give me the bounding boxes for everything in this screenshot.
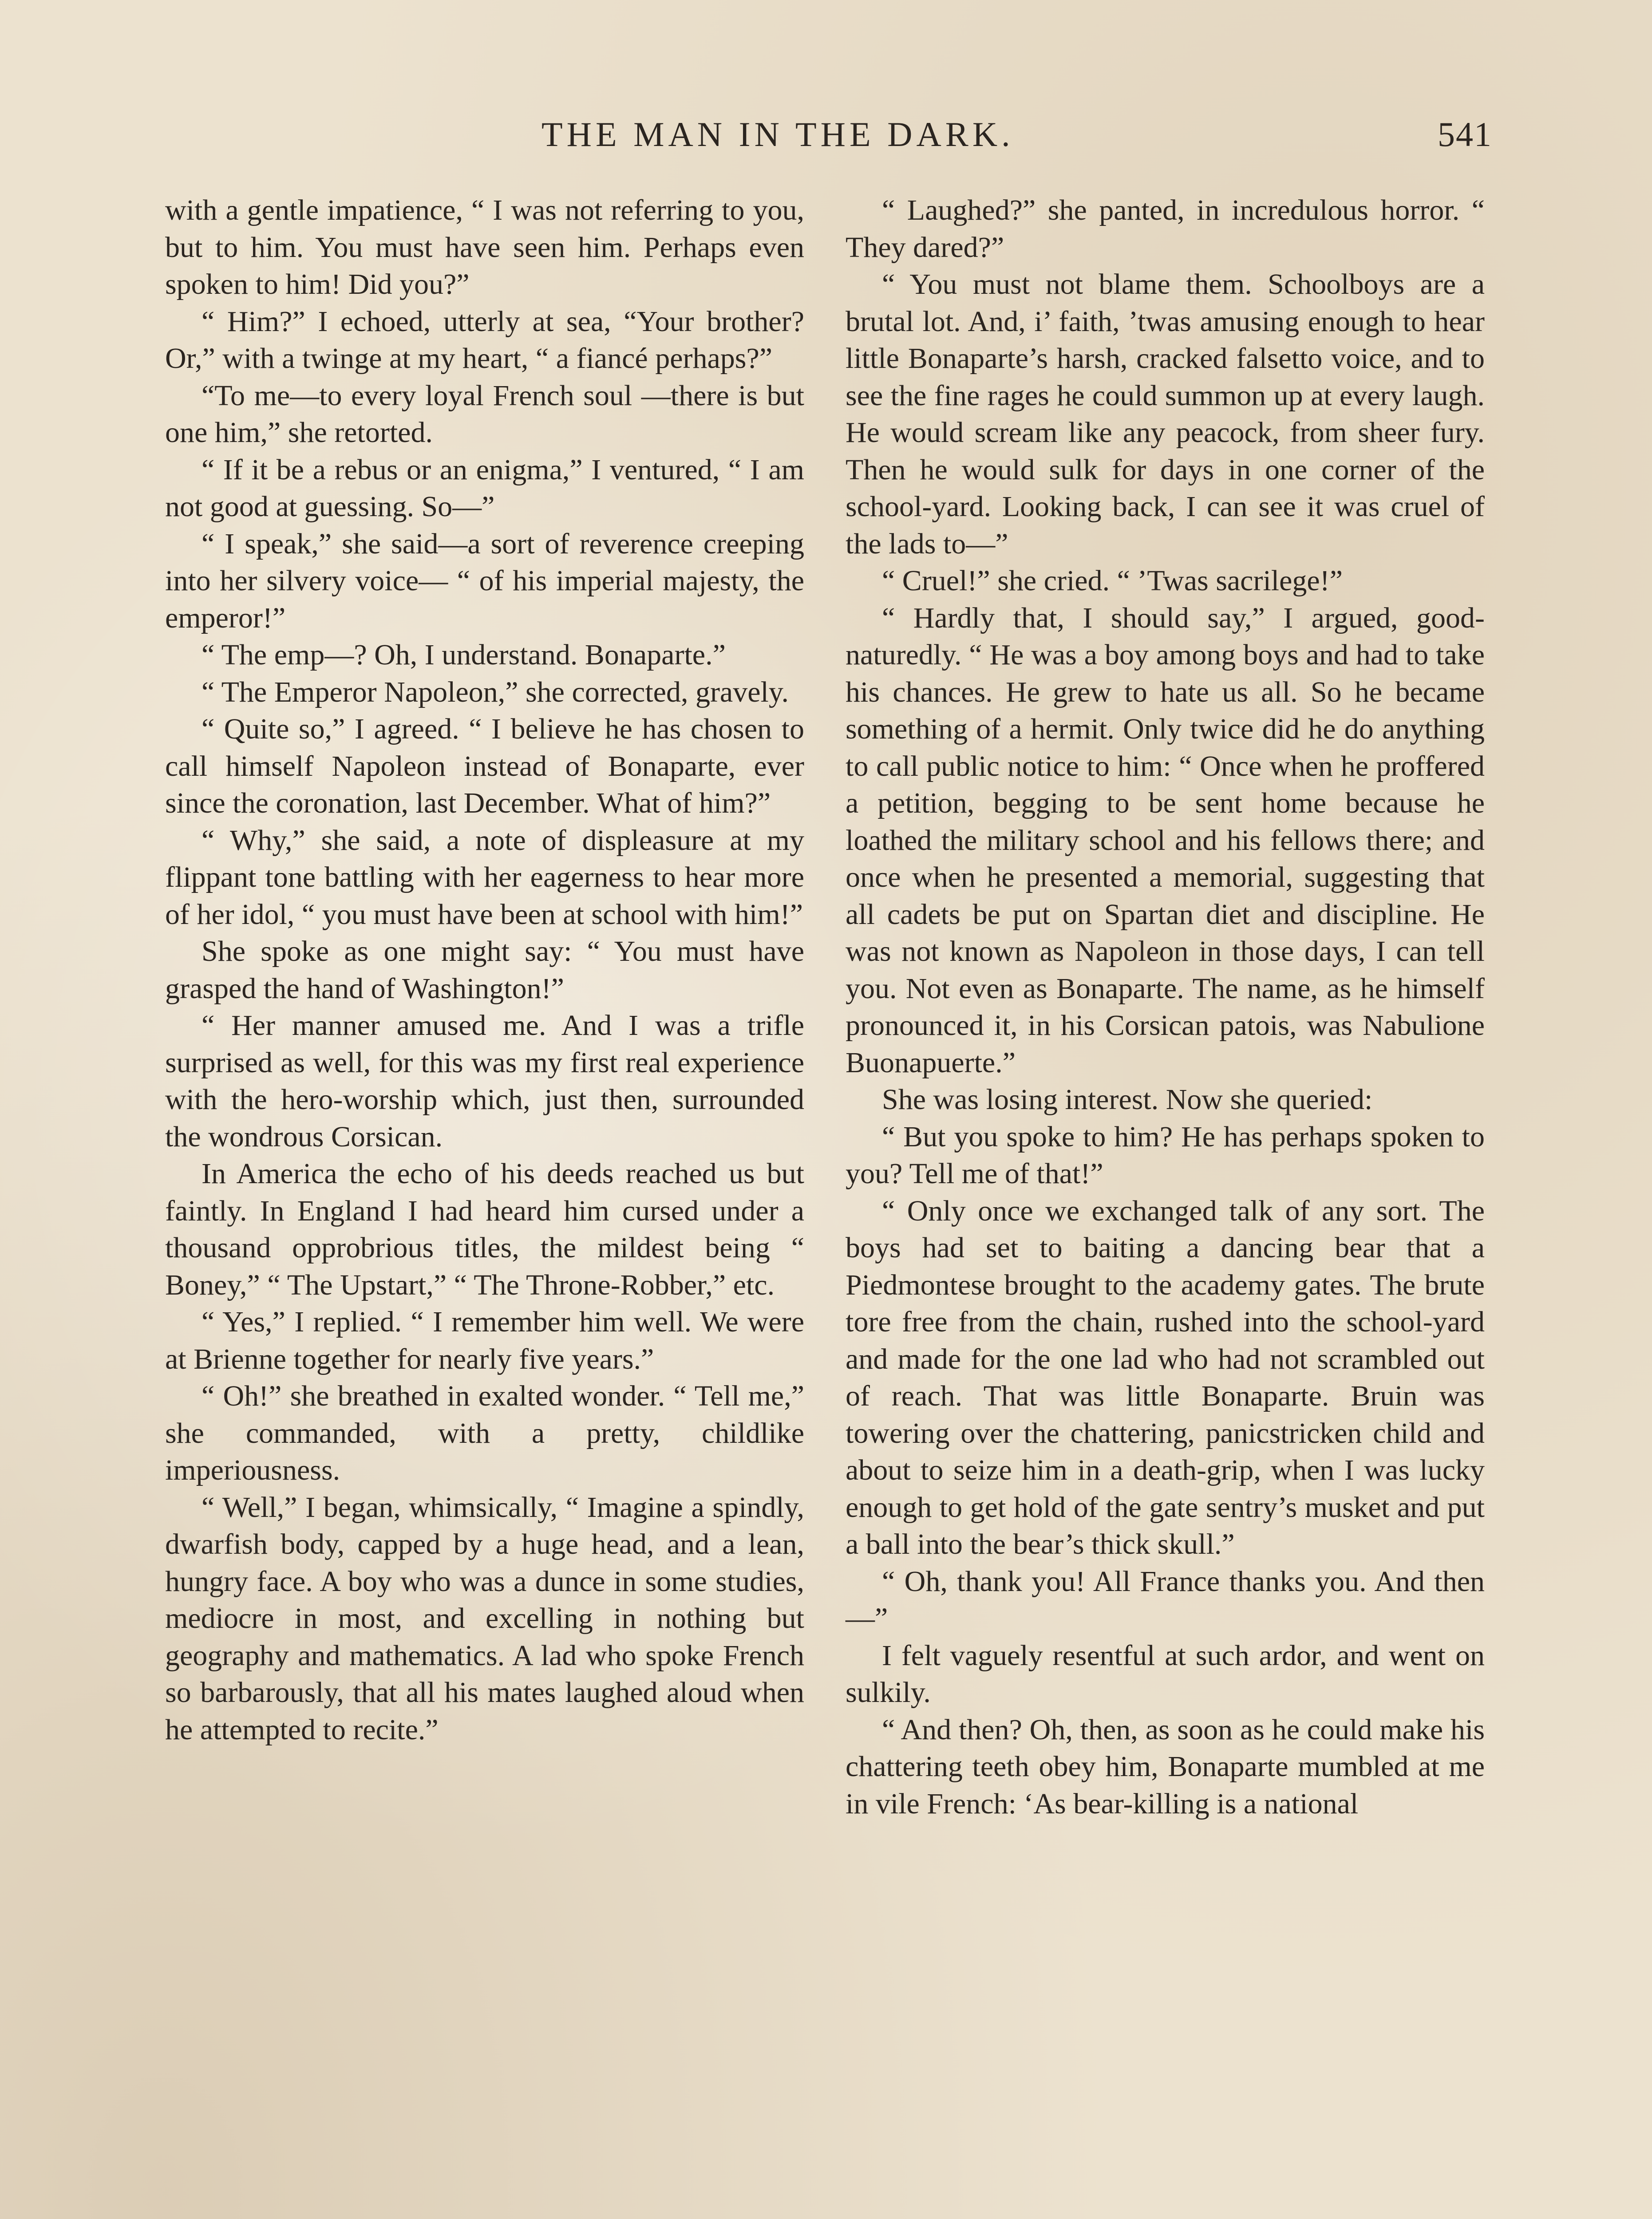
paragraph: I felt vaguely resentful at such ardor, and went on sulkily. (846, 1639, 1485, 1709)
paragraph: “ Him?” I echoed, utterly at sea, “Your brother? Or,” with a twinge at my heart, “ a fiancé perhaps?” (165, 305, 804, 375)
paragraph: She spoke as one might say: “ You must have grasped the hand of Washington!” (165, 935, 804, 1005)
paragraph: “ Oh!” she breathed in exalted wonder. “ Tell me,” she commanded, with a pretty, childlike imperiousness. (165, 1380, 804, 1486)
paragraph: “ And then? Oh, then, as soon as he could make his chattering teeth obey him, Bonaparte mumbled at me in vile French: ‘As bear-killing is a national (846, 1713, 1485, 1820)
paragraph: “ Oh, thank you! All France thanks you. And then—” (846, 1565, 1485, 1635)
paragraph: “To me—to every loyal French soul —there is but one him,” she retorted. (165, 379, 804, 449)
paragraph: “ You must not blame them. Schoolboys are a brutal lot. And, i’ faith, ’twas amusing enough to hear little Bonaparte’s harsh, cracked falsetto voice, and to see the fine rages he could summon up at every laugh. He would scream like any peacock, from sheer fury. Then he would sulk for days in one corner of the school-yard. Looking back, I can see it was cruel of the lads to—” (846, 268, 1485, 560)
paragraph: “ Hardly that, I should say,” I argued, good-naturedly. “ He was a boy among boys and had to take his chances. He grew to hate us all. So he became something of a hermit. Only twice did he do anything to call public notice to him: “ Once when he proffered a petition, begging to be sent home because he loathed the military school and his fellows there; and once when he presented a memorial, suggesting that all cadets be put on Spartan diet and discipline. He was not known as Napoleon in those days, I can tell you. Not even as Bonaparte. The name, as he himself pronounced it, in his Corsican patois, was Nabulione Buonapuerte.” (846, 601, 1485, 1079)
paragraph: “ The Emperor Napoleon,” she corrected, gravely. (202, 675, 789, 708)
page-header (541, 115, 1492, 159)
paragraph: “ Why,” she said, a note of displeasure at my flippant tone battling with her eagerness to hear more of her idol, “ you must have been at school with him!” (165, 824, 804, 931)
paragraph: “ The emp—? Oh, I understand. Bonaparte.” (202, 639, 726, 671)
paragraph: “ Laughed?” she panted, in incredulous horror. “ They dared?” (846, 194, 1485, 264)
right-column (846, 192, 1485, 1822)
running-title: THE MAN IN THE DARK. (541, 115, 1014, 154)
left-column (165, 192, 804, 1748)
paragraph: In America the echo of his deeds reached us but faintly. In England I had heard him cursed under a thousand opprobrious titles, the mildest being “ Boney,” “ The Upstart,” “ The Throne-Robber,” etc. (165, 1157, 804, 1301)
paragraph: “ Quite so,” I agreed. “ I believe he has chosen to call himself Napoleon instead of Bonaparte, ever since the coronation, last December. What of him?” (165, 713, 804, 819)
paragraph: “ But you spoke to him? He has perhaps spoken to you? Tell me of that!” (846, 1120, 1485, 1190)
paragraph: “ Only once we exchanged talk of any sort. The boys had set to baiting a dancing bear that a Piedmontese brought to the academy gates. The brute tore free from the chain, rushed into the school-yard and made for the one lad who had not scrambled out of reach. That was little Bonaparte. Bruin was towering over the chattering, panicstricken child and about to seize him in a death-grip, when I was lucky enough to get hold of the gate sentry’s musket and put a ball into the bear’s thick skull.” (846, 1194, 1485, 1560)
paragraph: “ Her manner amused me. And I was a trifle surprised as well, for this was my first real experience with the hero-worship which, just then, surrounded the wondrous Corsican. (165, 1009, 804, 1153)
paragraph: “ If it be a rebus or an enigma,” I ventured, “ I am not good at guessing. So—” (165, 453, 804, 523)
page-number: 541 (1438, 115, 1492, 154)
paragraph: with a gentle impatience, “ I was not referring to you, but to him. You must have seen him. Perhaps even spoken to him! Did you?” (165, 194, 804, 300)
paragraph: “ Yes,” I replied. “ I remember him well. We were at Brienne together for nearly five years.” (165, 1306, 804, 1375)
paragraph: “ I speak,” she said—a sort of reverence creeping into her silvery voice— “ of his imperial majesty, the emperor!” (165, 527, 804, 634)
paragraph: She was losing interest. Now she queried: (882, 1083, 1373, 1116)
paragraph: “ Cruel!” she cried. “ ’Twas sacrilege!” (882, 565, 1343, 597)
paragraph: “ Well,” I began, whimsically, “ Imagine a spindly, dwarfish body, capped by a huge head, and a lean, hungry face. A boy who was a dunce in some studies, mediocre in most, and excelling in nothing but geography and mathematics. A lad who spoke French so barbarously, that all his mates laughed aloud when he attempted to recite.” (165, 1491, 804, 1746)
